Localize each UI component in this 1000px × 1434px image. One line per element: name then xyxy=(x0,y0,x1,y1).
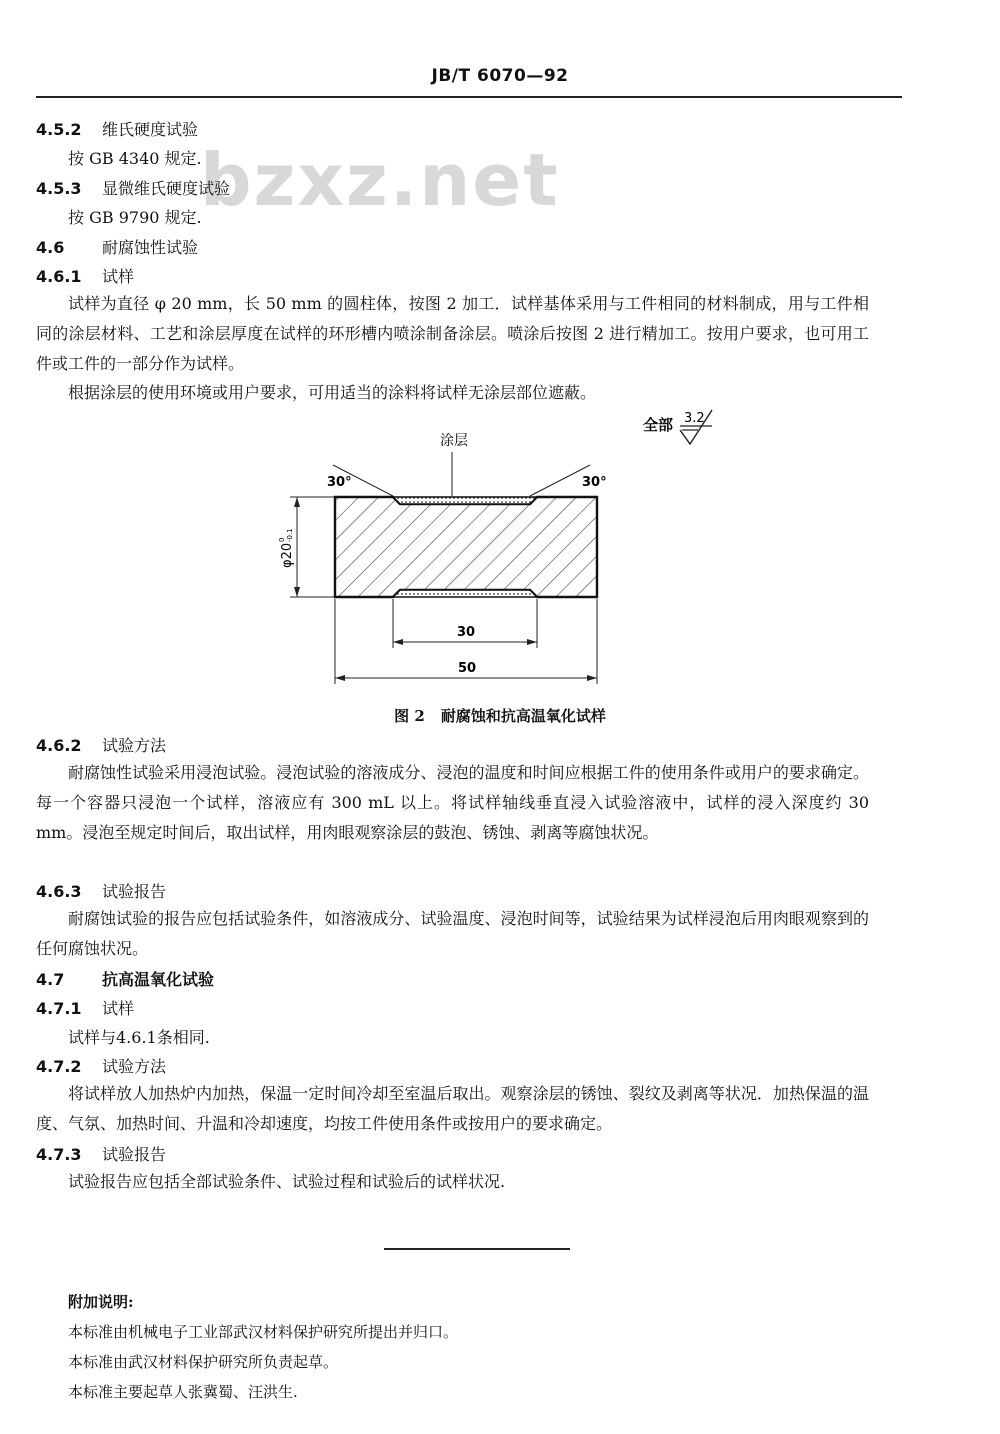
diameter-tolerance-lower: -0.1 xyxy=(286,528,294,542)
section-title: 试验方法 xyxy=(102,736,167,755)
end-rule xyxy=(384,1248,570,1250)
section-title: 耐腐蚀性试验 xyxy=(102,238,199,257)
section-number: 4.7.3 xyxy=(36,1145,82,1164)
section-title: 抗高温氧化试验 xyxy=(102,970,215,989)
section-number: 4.7 xyxy=(36,970,65,989)
section-title: 维氏硬度试验 xyxy=(102,120,199,139)
section-4-7-2 xyxy=(36,1055,166,1079)
figure-2-drawing xyxy=(0,400,1000,700)
section-title: 试验报告 xyxy=(102,882,167,901)
coating-bottom xyxy=(393,590,537,597)
section-number: 4.5.3 xyxy=(36,179,82,198)
dimension-inner: 30 xyxy=(457,625,476,640)
section-title: 显微维氏硬度试验 xyxy=(102,179,231,198)
footnote-line-2: 本标准由武汉材料保护研究所负责起草。 xyxy=(68,1353,339,1371)
roughness-value: 3.2 xyxy=(684,411,705,426)
section-number: 4.6.2 xyxy=(36,736,82,755)
section-4-7-1 xyxy=(36,997,134,1021)
section-title: 试验方法 xyxy=(102,1057,167,1076)
section-4-7-1-body: 试样与4.6.1条相同. xyxy=(68,1028,210,1047)
footnote-title: 附加说明: xyxy=(68,1293,134,1311)
figure-title: 耐腐蚀和抗高温氧化试样 xyxy=(440,707,606,725)
section-title: 试样 xyxy=(102,999,135,1018)
section-number: 4.6.3 xyxy=(36,882,82,901)
section-4-6-1 xyxy=(36,265,134,289)
figure-number: 图 2 xyxy=(394,707,425,725)
section-4-6 xyxy=(36,236,198,260)
section-4-5-3 xyxy=(36,177,230,201)
section-4-7-3-para: 试验报告应包括全部试验条件、试验过程和试验后的试样状况. xyxy=(68,1172,506,1191)
section-4-5-2 xyxy=(36,118,198,142)
section-4-6-2-para: 耐腐蚀性试验采用浸泡试验。浸泡试验的溶液成分、浸泡的温度和时间应根据工件的使用条件或用户的要求确定。每一个容器只浸泡一个试样，溶液应有 300 mL 以上。将试样轴线垂直浸入试验溶液中，试样的浸入深度约 30 mm。浸泡至规定时间后，取出试样，用肉眼观察涂层的鼓泡、锈蚀、剥离等腐蚀状况。 xyxy=(36,763,869,842)
section-4-6-1-para-2: 根据涂层的使用环境或用户要求，可用适当的涂料将试样无涂层部位遮蔽。 xyxy=(68,383,597,402)
surface-all-label: 全部 xyxy=(643,416,674,434)
section-number: 4.6 xyxy=(36,238,65,257)
section-4-6-2 xyxy=(36,734,166,758)
section-4-5-3-body: 按 GB 9790 规定. xyxy=(68,208,202,227)
dimension-outer: 50 xyxy=(458,661,477,676)
section-4-5-2-body: 按 GB 4340 规定. xyxy=(68,149,202,168)
section-number: 4.5.2 xyxy=(36,120,82,139)
section-4-6-3 xyxy=(36,880,166,904)
section-4-7-2-para: 将试样放人加热炉内加热，保温一定时间冷却至室温后取出。观察涂层的锈蚀、裂纹及剥离等状况．加热保温的温度、气氛、加热时间、升温和冷却速度，均按工件使用条件或按用户的要求确定。 xyxy=(36,1084,869,1133)
angle-right-label: 30° xyxy=(582,475,607,490)
section-4-6-1-para-1: 试样为直径 φ 20 mm，长 50 mm 的圆柱体，按图 2 加工．试样基体采用与工件相同的材料制成，用与工件相同的涂层材料、工艺和涂层厚度在试样的环形槽内喷涂制备涂层。喷涂后按图 2 进行精加工。按用户要求，也可用工件或工件的一部分作为试样。 xyxy=(36,294,869,373)
section-number: 4.7.2 xyxy=(36,1057,82,1076)
watermark: bzxz.net xyxy=(200,138,560,222)
coating-top xyxy=(393,497,537,504)
diameter-tolerance-upper: 0 xyxy=(278,537,286,542)
header-rule xyxy=(36,96,902,98)
section-4-6-3-para: 耐腐蚀试验的报告应包括试验条件，如溶液成分、试验温度、浸泡时间等，试验结果为试样浸泡后用肉眼观察到的任何腐蚀状况。 xyxy=(36,909,869,958)
section-number: 4.6.1 xyxy=(36,267,82,286)
footnote-line-3: 本标准主要起草人张冀蜀、汪洪生. xyxy=(68,1383,298,1401)
angle-left-label: 30° xyxy=(327,475,352,490)
section-title: 试样 xyxy=(102,267,135,286)
figure-2-caption xyxy=(0,705,1000,726)
footnote-line-1: 本标准由机械电子工业部武汉材料保护研究所提出并归口。 xyxy=(68,1323,459,1341)
section-4-7 xyxy=(36,968,214,992)
specimen-body xyxy=(335,497,597,597)
section-4-7-3 xyxy=(36,1143,166,1167)
section-number: 4.7.1 xyxy=(36,999,82,1018)
diameter-label: φ20 xyxy=(280,542,295,568)
section-title: 试验报告 xyxy=(102,1145,167,1164)
page-header: JB/T 6070—92 xyxy=(431,66,569,86)
coating-label: 涂层 xyxy=(440,433,468,449)
